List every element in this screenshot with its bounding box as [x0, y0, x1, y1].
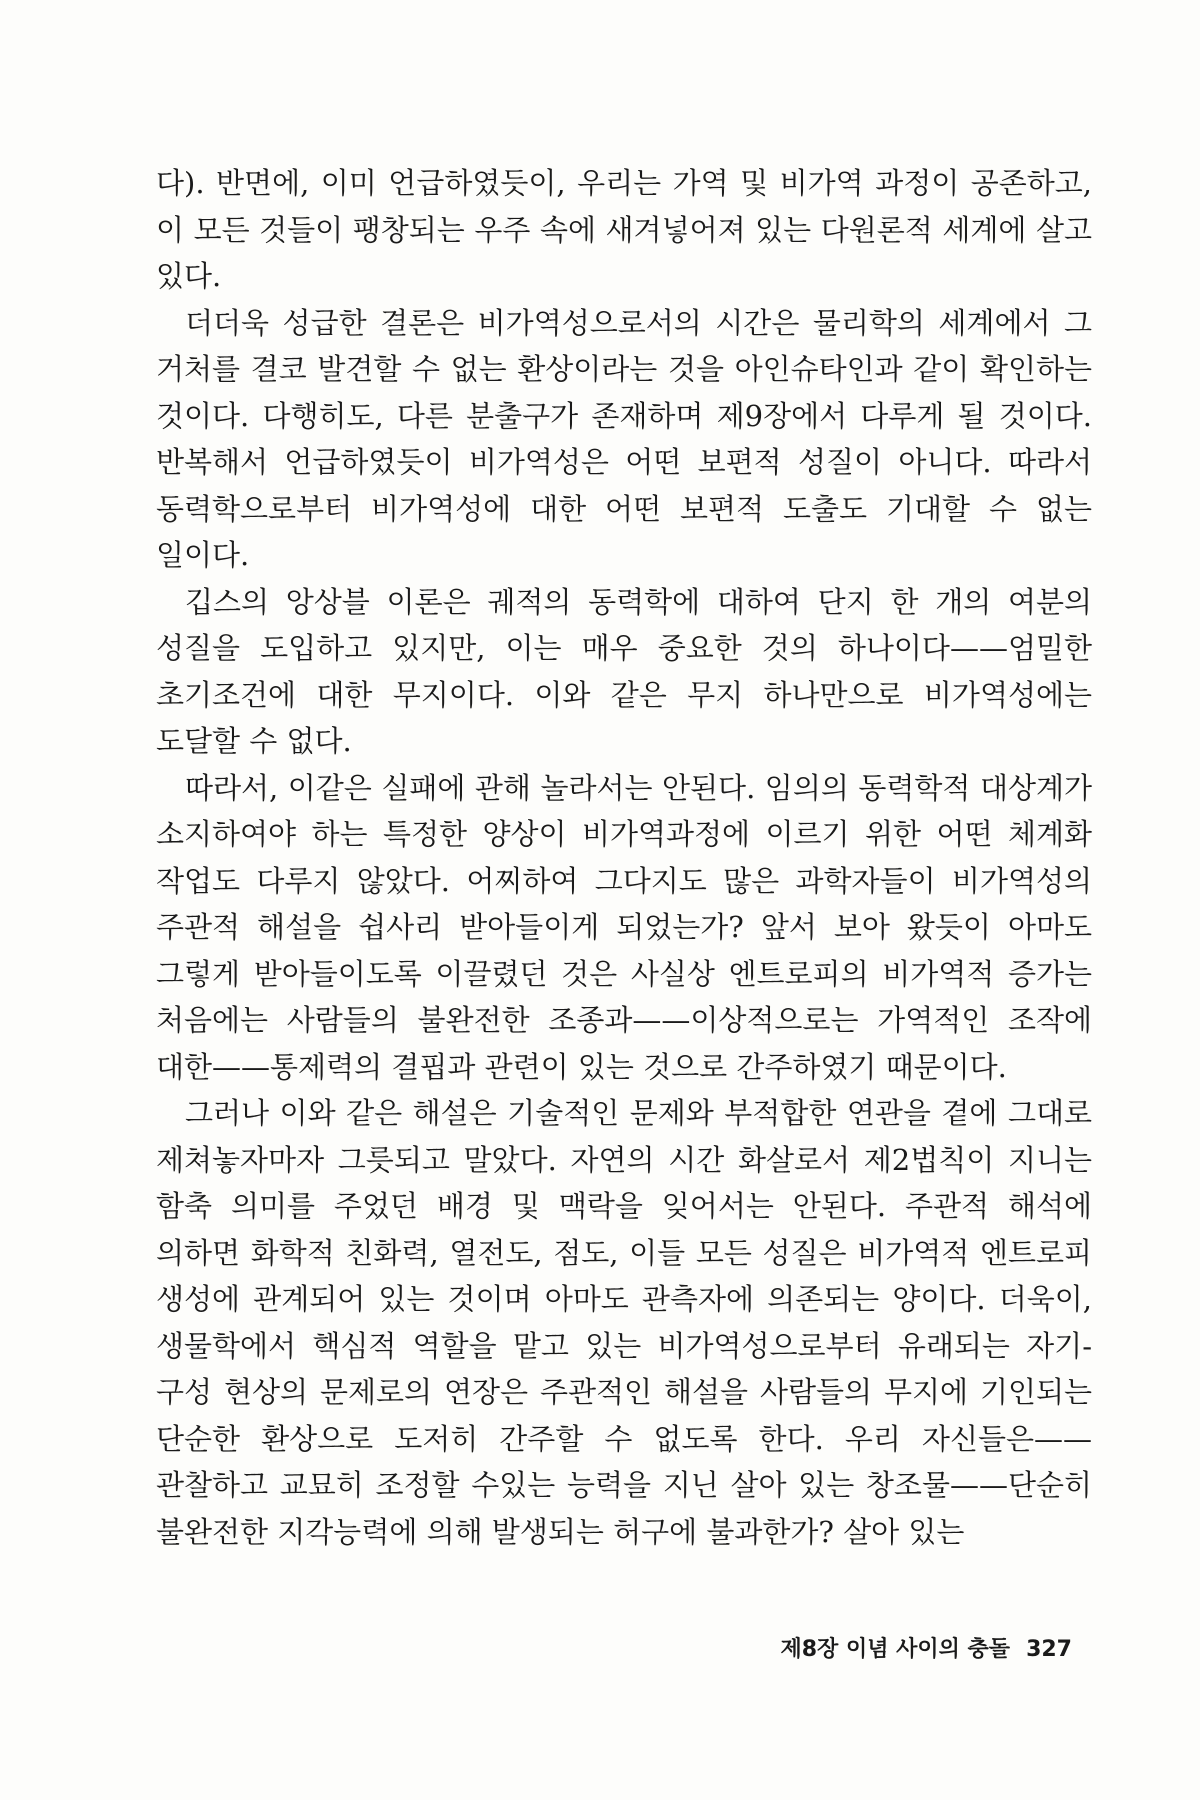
page-footer — [781, 1632, 1073, 1663]
paragraph-einstein-illusion: 더더욱 성급한 결론은 비가역성으로서의 시간은 물리학의 세계에서 그 거처를 결코 발견할 수 없는 환상이라는 것을 아인슈타인과 같이 확인하는 것이다. 다행히도, 다른 분출구가 존재하며 제9장에서 다루게 될 것이다. 반복해서 언급하였듯이 비가역성은 어떤 보편적 성질이 아니다. 따라서 동력학으로부터 비가역성에 대한 어떤 보편적 도출도 기대할 수 없는 일이다. — [156, 305, 1092, 572]
paragraph-second-law: 그러나 이와 같은 해설은 기술적인 문제와 부적합한 연관을 곁에 그대로 제쳐놓자마자 그릇되고 말았다. 자연의 시간 화살로서 제2법칙이 지니는 함축 의미를 주었던 배경 및 맥락을 잊어서는 안된다. 주관적 해석에 의하면 화학적 친화력, 열전도, 점도, 이들 모든 성질은 비가역적 엔트로피 생성에 관계되어 있는 것이며 아마도 관측자에 의존되는 양이다. 더욱이, 생물학에서 핵심적 역할을 맡고 있는 비가역성으로부터 유래되는 자기-구성 현상의 문제로의 연장은 주관적인 해설을 사람들의 무지에 기인되는 단순한 환상으로 도저히 간주할 수 없도록 한다. 우리 자신들은——관찰하고 교묘히 조정할 수있는 능력을 지닌 살아 있는 창조물——단순히 불완전한 지각능력에 의해 발생되는 허구에 불과한가? 살아 있는 — [156, 1096, 1092, 1549]
running-head: 제8장 이념 사이의 충돌 — [780, 1637, 1011, 1662]
paragraph-subjective-interpretation: 따라서, 이같은 실패에 관해 놀라서는 안된다. 임의의 동력학적 대상계가 소지하여야 하는 특정한 양상이 비가역과정에 이르기 위한 어떤 체계화 작업도 다루지 않았다. 어찌하여 그다지도 많은 과학자들이 비가역성의 주관적 해설을 쉽사리 받아들이게 되었는가? 앞서 보아 왔듯이 아마도 그렇게 받아들이도록 이끌렸던 것은 사실상 엔트로피의 비가역적 증가는 처음에는 사람들의 불완전한 조종과——이상적으로는 가역적인 조작에 대한——통제력의 결핍과 관련이 있는 것으로 간주하였기 때문이다. — [156, 770, 1092, 1084]
paragraph-gibbs-ensemble: 깁스의 앙상블 이론은 궤적의 동력학에 대하여 단지 한 개의 여분의 성질을 도입하고 있지만, 이는 매우 중요한 것의 하나이다——엄밀한 초기조건에 대한 무지이다. 이와 같은 무지 하나만으로 비가역성에는 도달할 수 없다. — [156, 584, 1092, 758]
paragraph-continuation: 다). 반면에, 이미 언급하였듯이, 우리는 가역 및 비가역 과정이 공존하고, 이 모든 것들이 팽창되는 우주 속에 새겨넣어져 있는 다원론적 세계에 살고 있다. — [156, 166, 1092, 293]
page-number: 327 — [1026, 1637, 1072, 1662]
page-body — [156, 160, 1092, 1555]
